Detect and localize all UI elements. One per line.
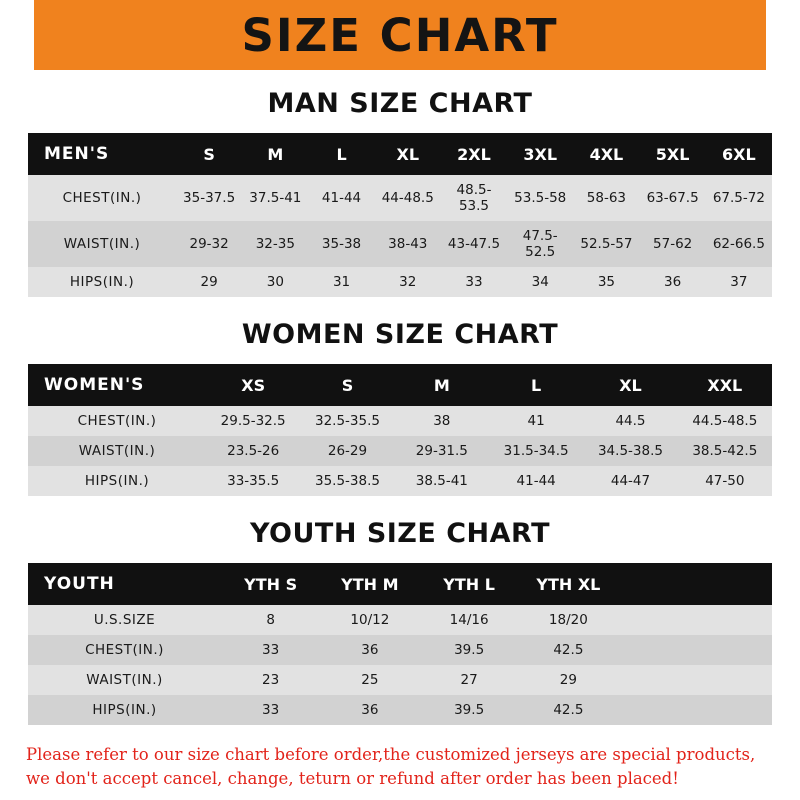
table-cell: 33 — [221, 695, 320, 725]
table-cell: 44.5 — [583, 406, 677, 436]
table-cell: 38 — [395, 406, 489, 436]
table-cell: 52.5-57 — [573, 221, 639, 267]
table-row — [28, 267, 772, 297]
table-cell: 33-35.5 — [206, 466, 300, 496]
table-cell: 42.5 — [519, 695, 618, 725]
table-row — [28, 665, 772, 695]
table-cell: 44-48.5 — [375, 175, 441, 221]
table-cell: 41-44 — [489, 466, 583, 496]
table-cell: 57-62 — [640, 221, 706, 267]
table-cell: 8 — [221, 605, 320, 635]
table-cell: 10/12 — [320, 605, 419, 635]
table-cell: 42.5 — [519, 635, 618, 665]
man-size-chart-section — [0, 88, 800, 297]
column-header: XXL — [678, 364, 772, 406]
table-row — [28, 466, 772, 496]
table-cell: 63-67.5 — [640, 175, 706, 221]
column-header: XS — [206, 364, 300, 406]
table-cell: 23 — [221, 665, 320, 695]
column-header: WOMEN'S — [28, 364, 206, 406]
table-cell: 37.5-41 — [242, 175, 308, 221]
table-cell: 62-66.5 — [706, 221, 772, 267]
row-label: HIPS(IN.) — [28, 695, 221, 725]
column-header: L — [308, 133, 374, 175]
table-cell: 29-31.5 — [395, 436, 489, 466]
column-header: MEN'S — [28, 133, 176, 175]
column-header: 4XL — [573, 133, 639, 175]
table-cell: 47.5-52.5 — [507, 221, 573, 267]
table-cell: 29 — [176, 267, 242, 297]
header-banner — [0, 0, 800, 70]
table-cell: 47-50 — [678, 466, 772, 496]
row-label: WAIST(IN.) — [28, 665, 221, 695]
women-size-chart-section — [0, 319, 800, 496]
table-cell: 30 — [242, 267, 308, 297]
table-cell: 25 — [320, 665, 419, 695]
table-cell: 29-32 — [176, 221, 242, 267]
table-cell: 29.5-32.5 — [206, 406, 300, 436]
table-cell: 35.5-38.5 — [300, 466, 394, 496]
table-cell: 18/20 — [519, 605, 618, 635]
table-header-row — [28, 563, 772, 605]
column-header: YTH L — [420, 563, 519, 605]
table-cell: 58-63 — [573, 175, 639, 221]
youth-section-title: YOUTH SIZE CHART — [249, 518, 551, 549]
women-size-table — [28, 364, 772, 496]
table-cell-empty — [618, 605, 772, 635]
table-cell: 36 — [320, 635, 419, 665]
table-row — [28, 436, 772, 466]
table-cell: 41-44 — [308, 175, 374, 221]
footnote — [0, 743, 800, 791]
table-cell-empty — [618, 665, 772, 695]
youth-size-chart-section — [0, 518, 800, 725]
table-row — [28, 221, 772, 267]
column-header: YTH XL — [519, 563, 618, 605]
column-header: YOUTH — [28, 563, 221, 605]
table-cell: 41 — [489, 406, 583, 436]
table-cell-empty — [618, 635, 772, 665]
table-cell: 34.5-38.5 — [583, 436, 677, 466]
column-header: 6XL — [706, 133, 772, 175]
table-cell: 33 — [441, 267, 507, 297]
column-header: YTH M — [320, 563, 419, 605]
table-cell: 31.5-34.5 — [489, 436, 583, 466]
table-header-row — [28, 133, 772, 175]
column-header: S — [176, 133, 242, 175]
table-cell: 39.5 — [420, 635, 519, 665]
man-size-table — [28, 133, 772, 297]
table-cell: 38-43 — [375, 221, 441, 267]
table-row — [28, 635, 772, 665]
table-cell: 39.5 — [420, 695, 519, 725]
row-label: CHEST(IN.) — [28, 635, 221, 665]
table-cell: 67.5-72 — [706, 175, 772, 221]
table-cell: 32-35 — [242, 221, 308, 267]
table-cell: 38.5-42.5 — [678, 436, 772, 466]
table-cell: 29 — [519, 665, 618, 695]
column-header: XL — [375, 133, 441, 175]
table-cell: 38.5-41 — [395, 466, 489, 496]
footnote-line-2: we don't accept cancel, change, teturn or refund after order has been placed! — [26, 768, 679, 788]
banner-left-margin — [0, 0, 34, 70]
footnote-line-1: Please refer to our size chart before order,the customized jerseys are special products, — [26, 745, 756, 764]
table-cell: 33 — [221, 635, 320, 665]
column-header: XL — [583, 364, 677, 406]
table-cell: 44.5-48.5 — [678, 406, 772, 436]
table-cell: 43-47.5 — [441, 221, 507, 267]
row-label: CHEST(IN.) — [28, 175, 176, 221]
row-label: CHEST(IN.) — [28, 406, 206, 436]
column-header: 3XL — [507, 133, 573, 175]
table-cell: 32 — [375, 267, 441, 297]
column-header: M — [242, 133, 308, 175]
column-header: YTH S — [221, 563, 320, 605]
table-row — [28, 695, 772, 725]
row-label: HIPS(IN.) — [28, 466, 206, 496]
column-header: S — [300, 364, 394, 406]
man-section-title: MAN SIZE CHART — [267, 88, 533, 119]
column-header: 2XL — [441, 133, 507, 175]
table-cell: 27 — [420, 665, 519, 695]
table-cell: 53.5-58 — [507, 175, 573, 221]
page-title: SIZE CHART — [241, 8, 559, 62]
row-label: U.S.SIZE — [28, 605, 221, 635]
table-row — [28, 175, 772, 221]
table-header-row — [28, 364, 772, 406]
women-section-title: WOMEN SIZE CHART — [241, 319, 559, 350]
table-cell: 23.5-26 — [206, 436, 300, 466]
table-cell: 32.5-35.5 — [300, 406, 394, 436]
table-cell: 36 — [320, 695, 419, 725]
table-row — [28, 406, 772, 436]
row-label: WAIST(IN.) — [28, 221, 176, 267]
youth-size-table — [28, 563, 772, 725]
table-cell: 35-37.5 — [176, 175, 242, 221]
table-cell: 34 — [507, 267, 573, 297]
table-cell: 35 — [573, 267, 639, 297]
column-header: 5XL — [640, 133, 706, 175]
table-cell: 48.5-53.5 — [441, 175, 507, 221]
column-header: M — [395, 364, 489, 406]
column-header: L — [489, 364, 583, 406]
table-cell: 14/16 — [420, 605, 519, 635]
banner-right-margin — [766, 0, 800, 70]
table-cell-empty — [618, 695, 772, 725]
column-header-spacer — [618, 563, 772, 605]
table-cell: 35-38 — [308, 221, 374, 267]
table-row — [28, 605, 772, 635]
row-label: HIPS(IN.) — [28, 267, 176, 297]
table-cell: 36 — [640, 267, 706, 297]
row-label: WAIST(IN.) — [28, 436, 206, 466]
table-cell: 37 — [706, 267, 772, 297]
table-cell: 44-47 — [583, 466, 677, 496]
table-cell: 26-29 — [300, 436, 394, 466]
table-cell: 31 — [308, 267, 374, 297]
